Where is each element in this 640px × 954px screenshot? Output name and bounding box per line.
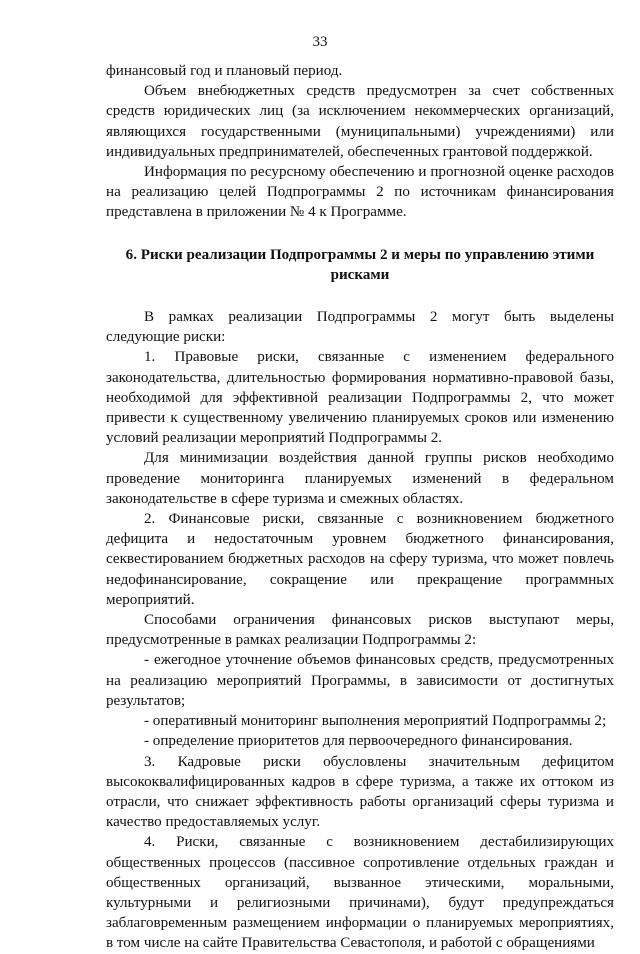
page-number: 33 [312, 34, 328, 50]
paragraph: 1. Правовые риски, связанные с изменением федерального законодательства, длительностью формирования нормативно-правовой базы, необходимой для эффективной реализации Подпрограммы 2, что может привести к существенному увеличению планируемых сроков или изменению условий реализации мероприятий Подпрограммы 2. [106, 349, 614, 447]
paragraph: Информация по ресурсному обеспечению и прогнозной оценке расходов на реализацию целей Подпрограммы 2 по источникам финансирования представлена в приложении № 4 к Программе. [106, 164, 614, 221]
paragraph: - оперативный мониторинг выполнения мероприятий Подпрограммы 2; [144, 713, 607, 730]
paragraph: В рамках реализации Подпрограммы 2 могут быть выделены следующие риски: [106, 309, 614, 346]
paragraph: Способами ограничения финансовых рисков выступают меры, предусмотренные в рамках реализации Подпрограммы 2: [106, 612, 614, 649]
paragraph: 2. Финансовые риски, связанные с возникновением бюджетного дефицита и недостаточным уровнем бюджетного финансирования, секвестированием бюджетных расходов на сферу туризма, что может повлечь недофинансирование, сокращение или прекращение программных мероприятий. [106, 511, 614, 608]
paragraph: Объем внебюджетных средств предусмотрен за счет собственных средств юридических лиц (за исключением некоммерческих организаций, являющихся государственными (муниципальными) учреждениями) или индивидуальных предпринимателей, обеспеченных грантовой поддержкой. [106, 83, 614, 160]
paragraph: - ежегодное уточнение объемов финансовых средств, предусмотренных на реализацию мероприятий Программы, в зависимости от достигнутых результатов; [106, 652, 614, 709]
paragraph: - определение приоритетов для первоочередного финансирования. [144, 733, 573, 750]
paragraphs-after-heading [106, 307, 614, 954]
section-heading: 6. Риски реализации Подпрограммы 2 и меры по управлению этими рисками [125, 246, 595, 283]
page-content [106, 61, 614, 954]
paragraph: Для минимизации воздействия данной группы рисков необходимо проведение мониторинга планируемых изменений в федеральном законодательстве в сфере туризма и смежных областях. [106, 450, 614, 507]
paragraphs-before-heading [106, 61, 614, 223]
paragraph: 3. Кадровые риски обусловлены значительным дефицитом высококвалифицированных кадров в сфере туризма, а также их оттоком из отрасли, что снижает эффективность работы организаций сферы туризма и качество предоставляемых услуг. [106, 753, 614, 831]
paragraph: 4. Риски, связанные с возникновением дестабилизирующих общественных процессов (пассивное сопротивление отдельных граждан и общественных организаций, вызванное этическими, моральными, культурными и религиозными причинами), будут предупреждаться заблаговременным размещением информации о планируемых мероприятиях, в том числе на сайте Правительства Севастополя, и работой с обращениями [106, 834, 614, 952]
paragraph: финансовый год и плановый период. [106, 63, 343, 79]
